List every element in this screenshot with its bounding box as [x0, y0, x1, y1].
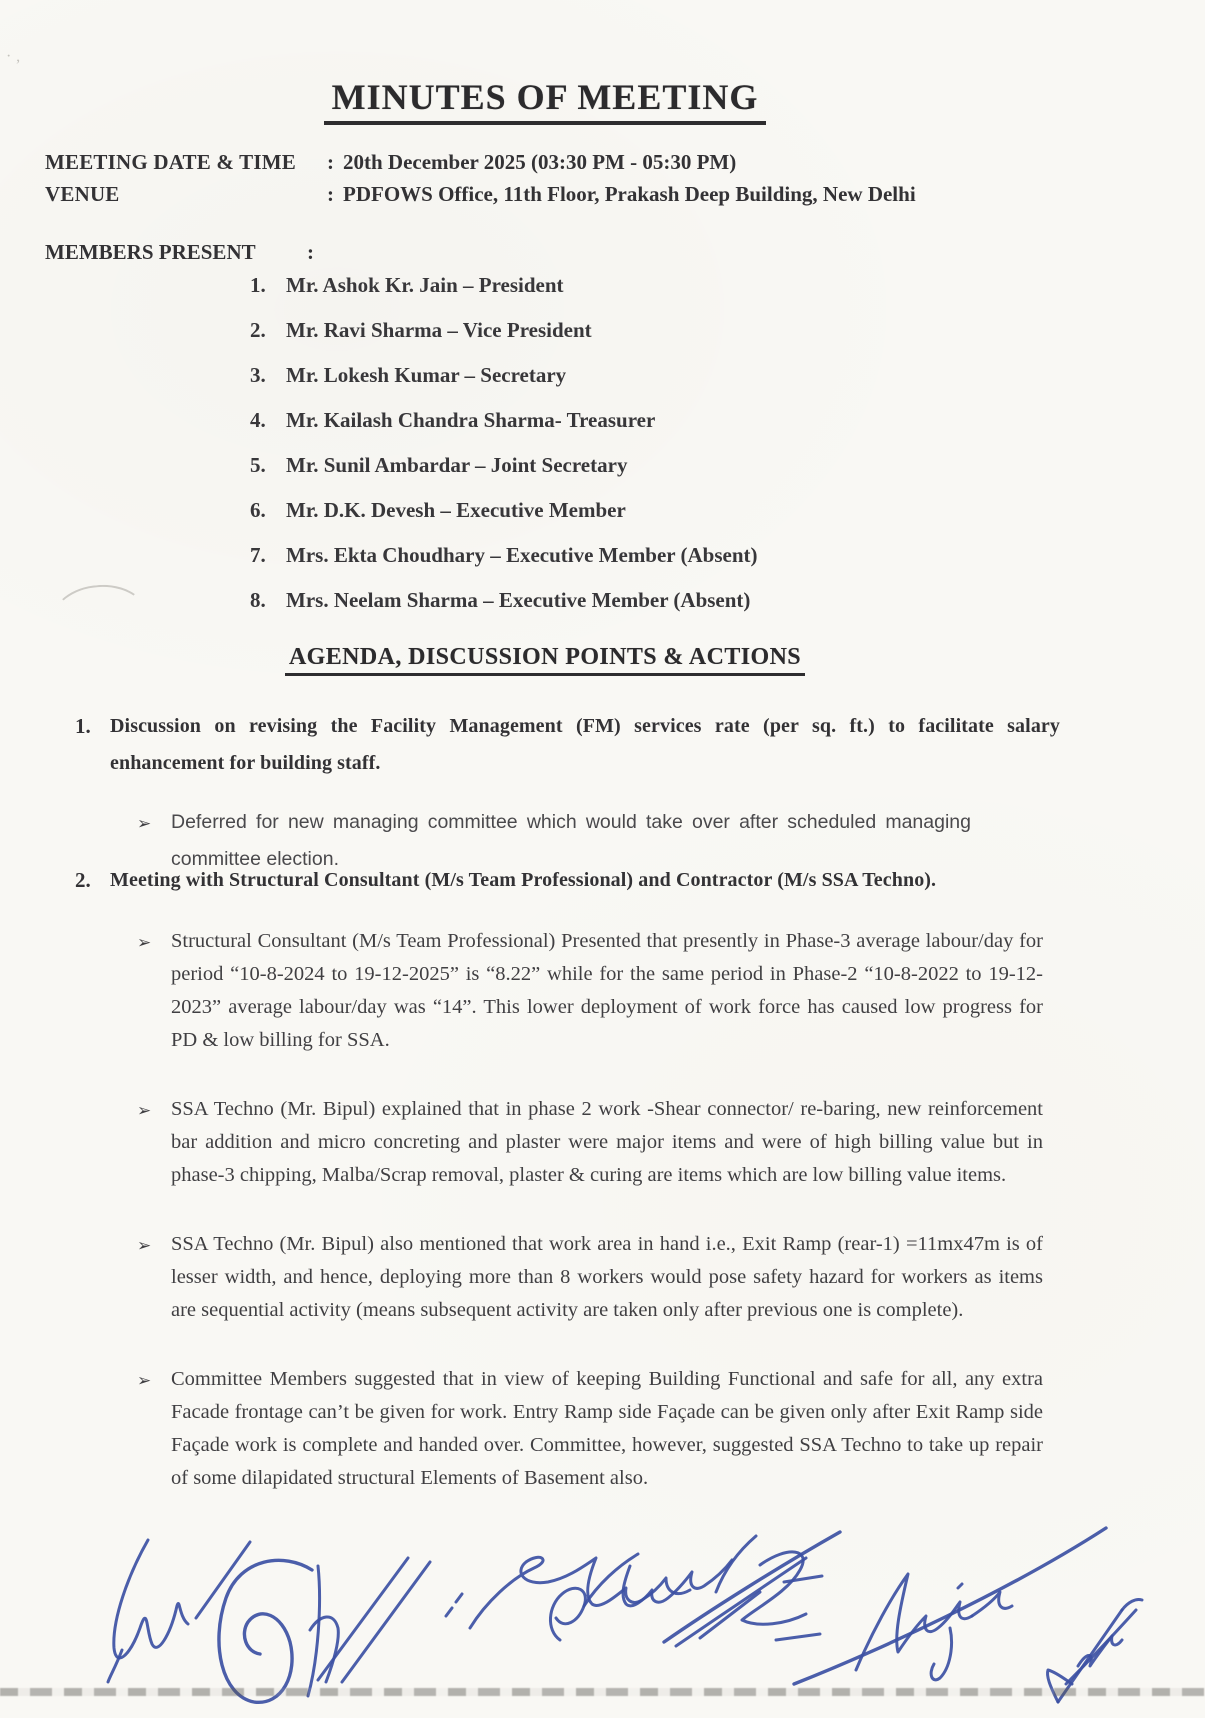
arrow-bullet-icon: ➢	[137, 814, 152, 833]
meeting-meta	[45, 146, 1105, 210]
member-item	[250, 407, 758, 433]
signature-7	[1047, 1599, 1142, 1702]
signature-3	[318, 1557, 690, 1682]
discussion-bullet	[137, 925, 1043, 1057]
meta-label-venue: VENUE	[45, 182, 120, 206]
signature-4	[550, 1536, 756, 1640]
agenda-item-number: 2.	[75, 868, 91, 892]
signature-1	[108, 1540, 250, 1682]
member-name: Mr. Ravi Sharma – Vice President	[286, 318, 592, 342]
member-number: 8.	[250, 588, 266, 612]
title-wrap	[45, 76, 1045, 125]
bullet-text: SSA Techno (Mr. Bipul) also mentioned that work area in hand i.e., Exit Ramp (rear-1) =11mx47m is of lesser width, and hence, deploying more than 8 workers would pose safety hazard for workers as items are sequential activity (means subsequent activity are taken only after previous one is complete).	[171, 1233, 1043, 1321]
meta-colon: :	[327, 182, 334, 206]
arrow-bullet-icon: ➢	[137, 1371, 152, 1390]
member-number: 5.	[250, 453, 266, 477]
member-name: Mr. Ashok Kr. Jain – President	[286, 273, 564, 297]
members-list	[250, 272, 758, 632]
arrow-bullet-icon: ➢	[137, 933, 152, 952]
member-name: Mr. Lokesh Kumar – Secretary	[286, 363, 567, 387]
meta-label-datetime: MEETING DATE & TIME	[45, 150, 296, 174]
discussion-bullet	[137, 1093, 1043, 1192]
bullet-text: SSA Techno (Mr. Bipul) explained that in phase 2 work -Shear connector/ re-baring, new reinforcement bar addition and micro concreting and plaster were major items and were of high billing value but in phase-3 chipping, Malba/Scrap removal, plaster & curing are items which are low billing value items.	[171, 1098, 1043, 1186]
member-item	[250, 497, 758, 523]
member-number: 2.	[250, 318, 266, 342]
page-title: MINUTES OF MEETING	[324, 76, 767, 125]
discussion-bullet	[137, 1228, 1043, 1327]
member-name: Mrs. Neelam Sharma – Executive Member (Absent)	[286, 588, 751, 612]
signatures-block	[0, 1470, 1205, 1718]
meta-row-datetime	[45, 146, 1105, 178]
member-name: Mrs. Ekta Choudhary – Executive Member (Absent)	[286, 543, 758, 567]
agenda-item-number: 1.	[75, 714, 91, 738]
member-number: 7.	[250, 543, 266, 567]
agenda-item-heading: Meeting with Structural Consultant (M/s Team Professional) and Contractor (M/s SSA Techno).	[110, 869, 937, 891]
meta-colon: :	[327, 150, 334, 174]
members-present-label	[45, 240, 314, 265]
member-number: 3.	[250, 363, 266, 387]
agenda-heading: AGENDA, DISCUSSION POINTS & ACTIONS	[285, 644, 805, 676]
member-number: 6.	[250, 498, 266, 522]
member-name: Mr. Kailash Chandra Sharma- Treasurer	[286, 408, 656, 432]
members-present-colon: :	[307, 240, 314, 264]
member-number: 4.	[250, 408, 266, 432]
signature-2	[219, 1560, 338, 1702]
meta-value-datetime: 20th December 2025 (03:30 PM - 05:30 PM)	[343, 150, 737, 174]
member-number: 1.	[250, 273, 266, 297]
member-item	[250, 587, 758, 613]
meta-row-venue	[45, 178, 1105, 210]
bullet-text: Deferred for new managing committee which would take over after scheduled managing committee election.	[171, 811, 971, 870]
arrow-bullet-icon: ➢	[137, 1101, 152, 1120]
agenda-item-2	[75, 862, 1043, 1495]
agenda-item-bullets	[137, 925, 1043, 1495]
member-item	[250, 272, 758, 298]
member-name: Mr. D.K. Devesh – Executive Member	[286, 498, 626, 522]
member-item	[250, 317, 758, 343]
scan-speck-artifact: ·‚	[6, 48, 25, 65]
member-item	[250, 362, 758, 388]
members-present-text: MEMBERS PRESENT	[45, 240, 256, 264]
meta-value-venue: PDFOWS Office, 11th Floor, Prakash Deep Building, New Delhi	[343, 182, 916, 206]
member-item	[250, 452, 758, 478]
scan-edge-band	[0, 1688, 1205, 1696]
member-name: Mr. Sunil Ambardar – Joint Secretary	[286, 453, 628, 477]
bullet-text: Structural Consultant (M/s Team Professional) Presented that presently in Phase-3 average labour/day for period “10-8-2024 to 19-12-2025” is “8.22” while for the same period in Phase-2 “10-8-2022 to 19-12-2023” average labour/day was “14”. This lower deployment of work force has caused low progress for PD & low billing for SSA.	[171, 930, 1043, 1051]
agenda-heading-wrap	[45, 644, 1045, 676]
member-item	[250, 542, 758, 568]
arrow-bullet-icon: ➢	[137, 1236, 152, 1255]
bullet-text: Committee Members suggested that in view of keeping Building Functional and safe for all, any extra Facade frontage can’t be given for work. Entry Ramp side Façade can be given only after Exit Ramp side Façade work is complete and handed over. Committee, however, suggested SSA Techno to take up repair of some dilapidated structural Elements of Basement also.	[171, 1368, 1043, 1489]
agenda-item-heading: Discussion on revising the Facility Management (FM) services rate (per sq. ft.) to facilitate salary enhancement for building staff.	[110, 715, 1060, 774]
agenda-item-1	[75, 708, 1060, 878]
signature-6	[776, 1528, 1106, 1684]
